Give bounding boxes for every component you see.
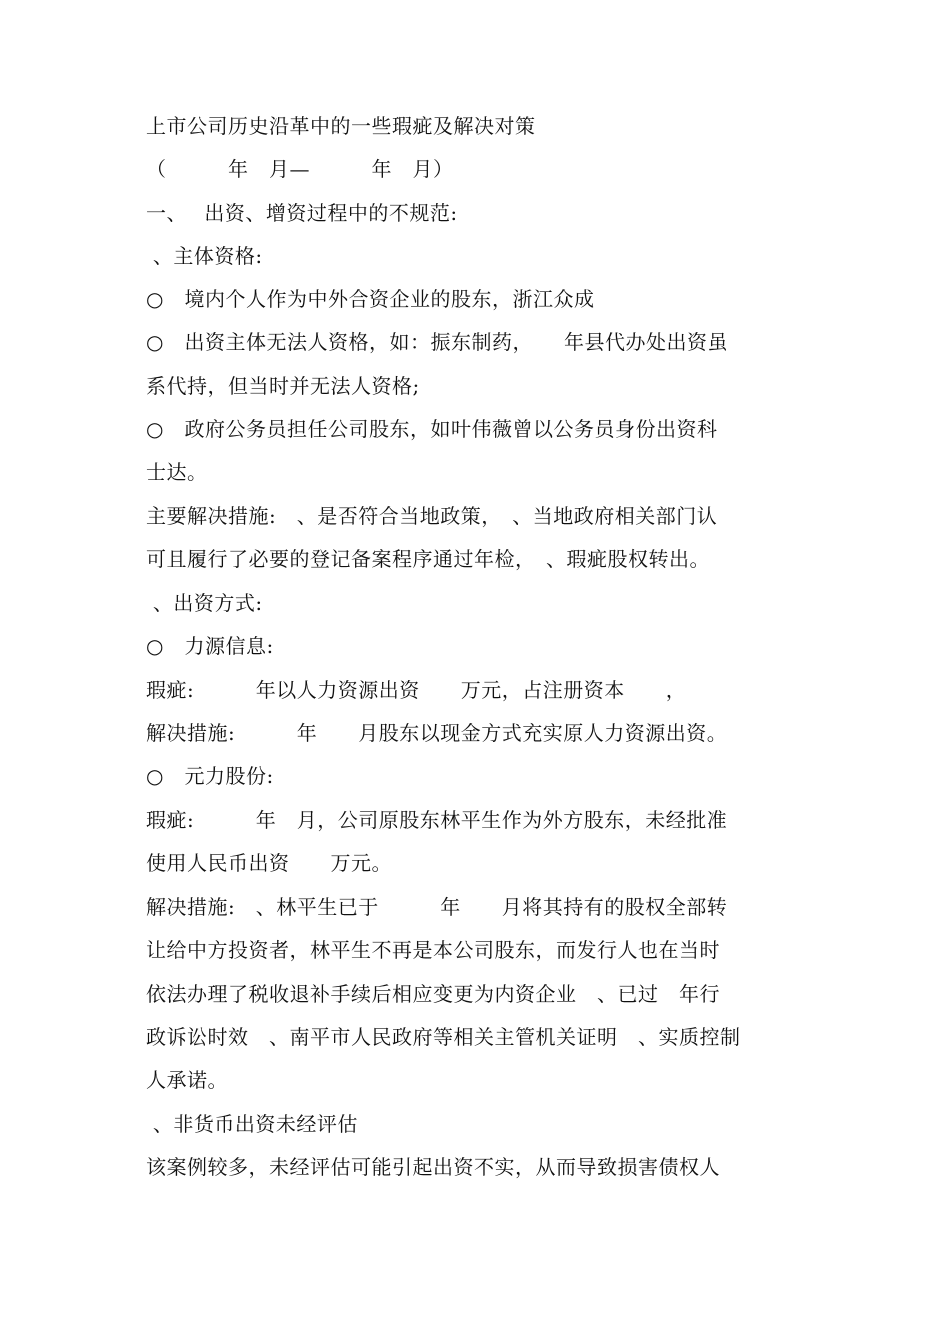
paragraph-line: 解决措施: 年 月股东以现金方式充实原人力资源出资。 (146, 721, 728, 745)
paragraph-line: 系代持，但当时并无法人资格; (146, 374, 420, 398)
paragraph-line: ○ 出资主体无法人资格，如：振东制药， 年县代办处出资虽 (146, 330, 728, 354)
document-title: 上市公司历史沿革中的一些瑕疵及解决对策 (146, 114, 536, 138)
paragraph-line: 依法办理了税收退补手续后相应变更为内资企业 、已过 年行 (146, 982, 720, 1006)
paragraph-line: 瑕疵: 年 月，公司原股东林平生作为外方股东，未经批准 (146, 808, 728, 832)
paragraph-line: 解决措施: 、林平生已于 年 月将其持有的股权全部转 (146, 895, 728, 919)
section-heading-1: 一、 出资、增资过程中的不规范: (146, 201, 458, 225)
paragraph-line: ○ 元力股份: (146, 764, 274, 788)
paragraph-line: ○ 境内个人作为中外合资企业的股东，浙江众成 (146, 287, 595, 311)
document-date-range: （ 年 月— 年 月） (146, 157, 454, 181)
paragraph-line: 瑕疵: 年以人力资源出资 万元，占注册资本 ， (146, 678, 687, 702)
paragraph-line: ○ 力源信息: (146, 634, 274, 658)
paragraph-line: 该案例较多，未经评估可能引起出资不实，从而导致损害债权人 (146, 1155, 720, 1179)
subsection-heading-contribution-method: 、出资方式: (146, 591, 263, 615)
paragraph-line: 可且履行了必要的登记备案程序通过年检， 、瑕疵股权转出。 (146, 547, 710, 571)
paragraph-line: 人承诺。 (146, 1068, 228, 1092)
paragraph-line: 士达。 (146, 460, 208, 484)
subsection-heading-non-monetary-contribution: 、非货币出资未经评估 (146, 1112, 358, 1136)
paragraph-line: 使用人民币出资 万元。 (146, 851, 392, 875)
paragraph-line: 政诉讼时效 、南平市人民政府等相关主管机关证明 、实质控制 (146, 1025, 741, 1049)
paragraph-line: ○ 政府公务员担任公司股东，如叶伟薇曾以公务员身份出资科 (146, 417, 718, 441)
subsection-heading-subject-qualification: 、主体资格: (146, 244, 263, 268)
paragraph-line: 主要解决措施: 、是否符合当地政策， 、当地政府相关部门认 (146, 504, 718, 528)
paragraph-line: 让给中方投资者，林平生不再是本公司股东，而发行人也在当时 (146, 938, 720, 962)
